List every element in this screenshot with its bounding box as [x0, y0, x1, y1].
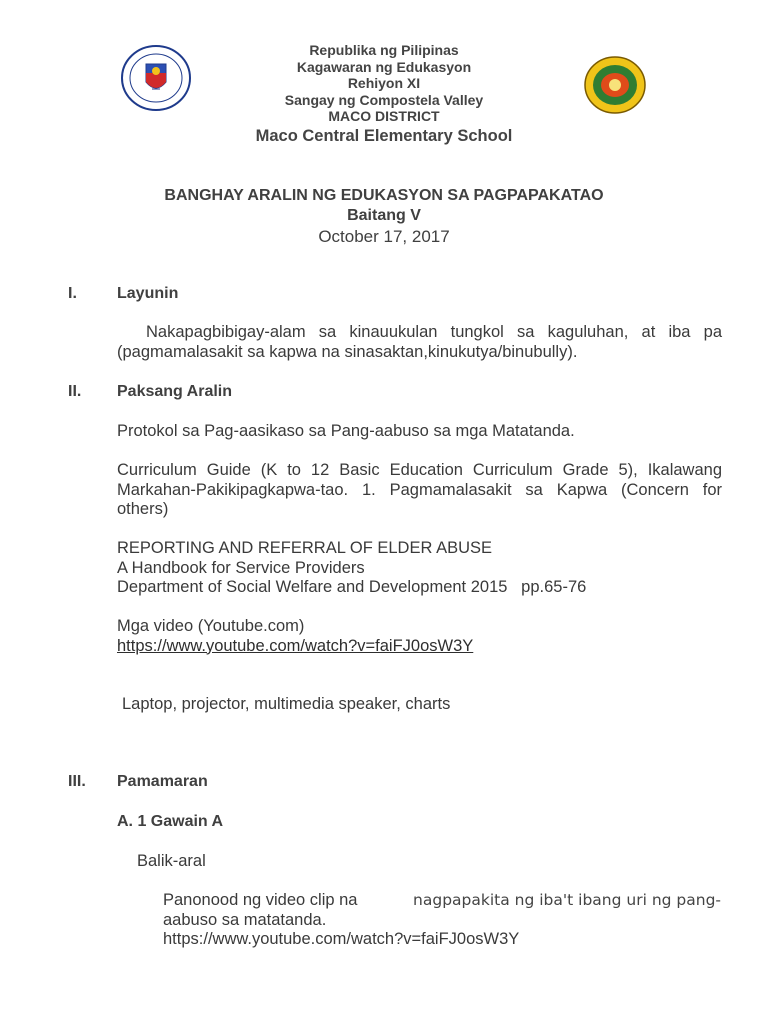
objective-text: Nakapagbibigay-alam sa kinauukulan tungkol sa kaguluhan, at iba pa (pagmamalasakit sa kapwa na sinasaktan,kinukutya/binubully). — [117, 323, 722, 361]
video-activity-link[interactable]: https://www.youtube.com/watch?v=faiFJ0osW3Y — [163, 930, 520, 949]
section-2-heading: Paksang Aralin — [117, 383, 233, 400]
youtube-link[interactable]: https://www.youtube.com/watch?v=faiFJ0osW3Y — [117, 636, 474, 655]
video-activity-line2: aabuso sa matatanda. — [163, 910, 327, 929]
handbook-title: REPORTING AND REFERRAL OF ELDER ABUSE — [117, 539, 493, 557]
video-reference — [117, 617, 722, 656]
topic-text: Protokol sa Pag-aasikaso sa Pang-aabuso sa mga Matatanda. — [117, 422, 575, 440]
video-activity-bold: nagpapakita ng iba't ibang uri ng pang- — [413, 891, 721, 909]
section-1-heading: Layunin — [117, 285, 179, 302]
handbook-publisher: Department of Social Welfare and Development 2015 pp.65-76 — [117, 578, 587, 597]
review-label: Balik-aral — [137, 852, 206, 870]
section-3-heading: Pamamaran — [117, 773, 208, 790]
section-3-number: III. — [68, 773, 86, 790]
section-2-number: II. — [68, 383, 82, 400]
header-division: Sangay ng Compostela Valley — [284, 91, 484, 108]
lesson-title: BANGHAY ARALIN NG EDUKASYON SA PAGPAPAKATAO — [164, 187, 604, 204]
video-activity — [163, 891, 721, 950]
video-activity-prefix: Panonood ng video clip na — [163, 891, 363, 909]
curriculum-reference: Curriculum Guide (K to 12 Basic Education Curriculum Grade 5), Ikalawang Markahan-Pakikipagkapwa-tao. 1. Pagmamalasakit sa Kapwa (Concern for others) — [117, 461, 722, 519]
header-district: MACO DISTRICT — [328, 108, 440, 125]
materials-text: Laptop, projector, multimedia speaker, charts — [122, 695, 451, 713]
lesson-date: October 17, 2017 — [318, 227, 450, 246]
letterhead — [0, 42, 768, 146]
section-1-number: I. — [68, 285, 77, 302]
handbook-reference — [117, 539, 722, 598]
school-name: Maco Central Elementary School — [255, 126, 513, 145]
header-region: Rehiyon XI — [347, 75, 421, 92]
header-department: Kagawaran ng Edukasyon — [296, 58, 472, 75]
video-activity-line1 — [163, 891, 721, 911]
video-label: Mga video (Youtube.com) — [117, 617, 305, 635]
lesson-title-block — [0, 186, 768, 248]
handbook-subtitle: A Handbook for Service Providers — [117, 558, 365, 577]
activity-a-heading: A. 1 Gawain A — [117, 813, 224, 830]
grade-level: Baitang V — [347, 207, 421, 224]
header-republic: Republika ng Pilipinas — [309, 42, 459, 58]
